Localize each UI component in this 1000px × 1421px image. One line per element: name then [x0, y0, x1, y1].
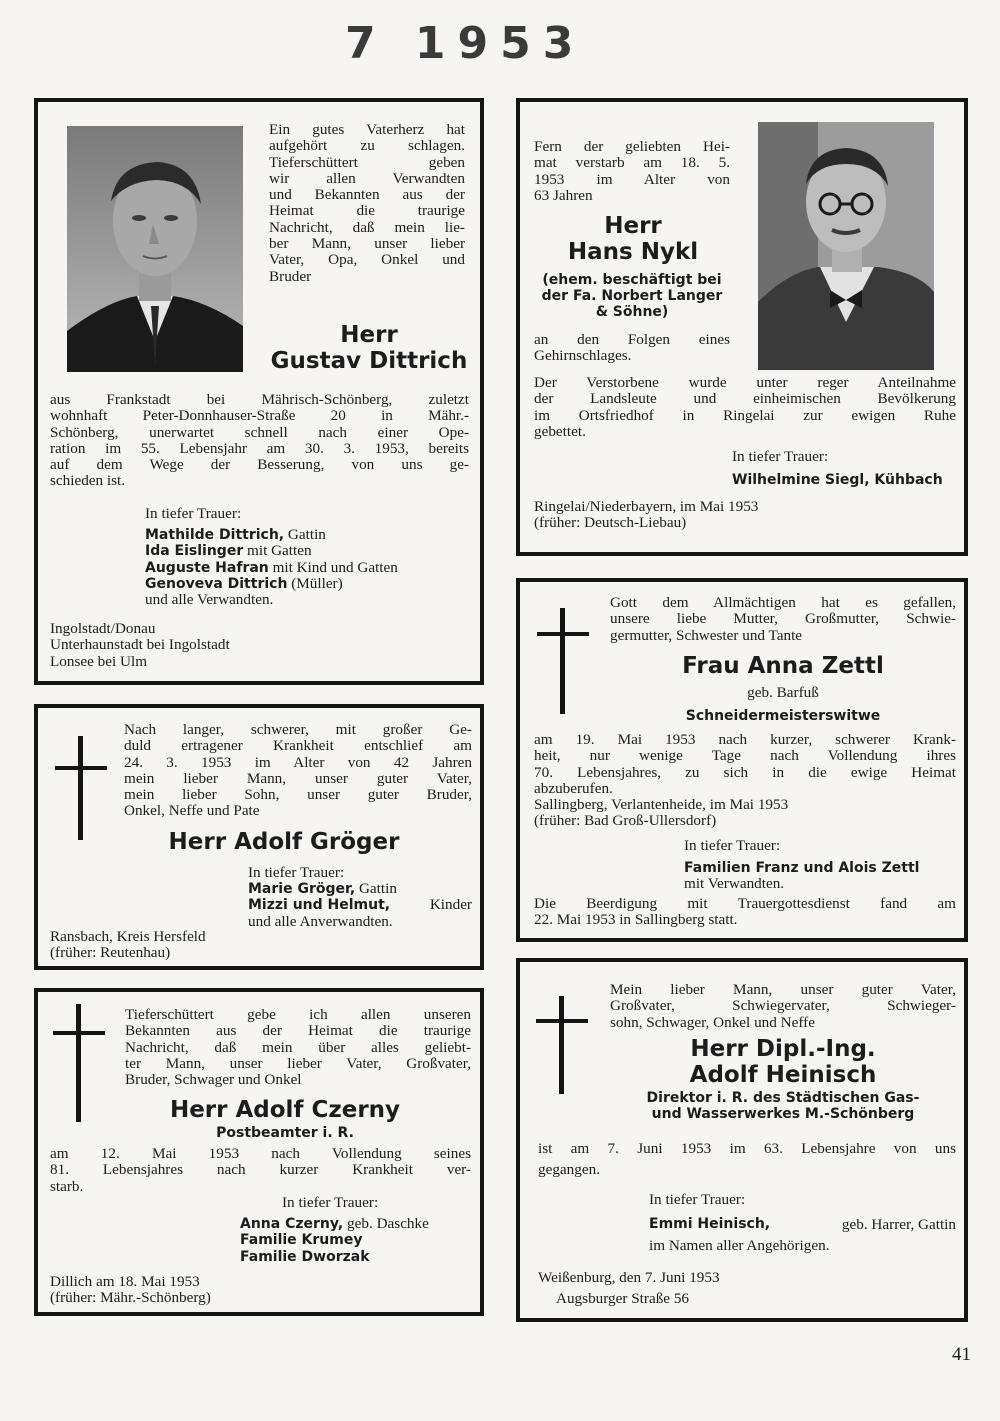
- deceased-name: Adolf Heinisch: [689, 1062, 877, 1088]
- notice-adolf-heinisch: [516, 958, 968, 1322]
- cross-icon-bar: [55, 766, 107, 770]
- employment-note: (ehem. beschäftigt bei der Fa. Norbert Langer & Söhne): [541, 272, 723, 320]
- notice-gustav-dittrich: [34, 98, 484, 685]
- places: Ringelai/Niederbayern, im Mai 1953 (früher: Deutsch-Liebau): [534, 498, 759, 532]
- deceased-name: Herr Adolf Gröger: [168, 829, 400, 855]
- cross-icon-bar: [537, 632, 589, 636]
- deceased-title: Herr Dipl.-Ing.: [690, 1036, 876, 1062]
- mourners-list: Familien Franz und Alois Zettl mit Verwandten.: [684, 860, 920, 892]
- intro-text: Mein lieber Mann, unser guter Vater, Großvater, Schwiegervater, Schwieger- sohn, Schwager, Onkel und Neffe: [610, 981, 956, 1031]
- title-herr: Herr: [604, 213, 662, 239]
- mourners-list: Emmi Heinisch, geb. Harrer, Gattin im Namen aller Angehörigen.: [649, 1216, 956, 1254]
- mourning-heading: In tiefer Trauer:: [684, 837, 781, 854]
- portrait-photo-gustav-dittrich: [67, 126, 243, 372]
- place-line: Sallingberg, Verlantenheide, im Mai 1953 (früher: Bad Groß-Ullersdorf): [534, 796, 789, 830]
- intro-text: Tieferschüttert gebe ich allen unseren Bekannten aus der Heimat die traurige Nachricht, daß mein über alles geliebt- ter Mann, unser lieber Vater, Großvater, Bruder, Schwager und Onkel: [125, 1006, 471, 1089]
- notice-adolf-groeger: [34, 704, 484, 970]
- mourning-heading: In tiefer Trauer:: [248, 864, 345, 881]
- page-number: 41: [952, 1344, 971, 1365]
- mourning-heading: In tiefer Trauer:: [145, 505, 242, 522]
- title-herr: Herr: [340, 322, 398, 348]
- notice-adolf-czerny: [34, 988, 484, 1316]
- mourners-list: Mathilde Dittrich, Gattin Ida Eislinger mit Gatten Auguste Hafran mit Kind und Gatten Genoveva Dittrich (Müller) und alle Verwandten.: [145, 526, 398, 609]
- mourner-name: Wilhelmine Siegl, Kühbach: [732, 472, 943, 488]
- body-text: ist am 7. Juni 1953 im 63. Lebensjahre von uns gegangen.: [538, 1140, 956, 1178]
- body-text: Der Verstorbene wurde unter reger Anteilnahme der Landsleute und einheimischen Bevölkerung im Ortsfriedhof in Ringelai zur ewigen Ruhe gebettet.: [534, 374, 956, 440]
- body-text: am 19. Mai 1953 nach kurzer, schwerer Krank- heit, nur wenige Tage nach Vollendung ihres 70. Lebensjahres, zu sich in die ewige Heimat abzuberufen.: [534, 731, 956, 797]
- occupation: Postbeamter i. R.: [216, 1125, 354, 1141]
- deceased-name: Gustav Dittrich: [270, 348, 468, 374]
- deceased-name: Hans Nykl: [567, 239, 699, 265]
- places: Ransbach, Kreis Hersfeld (früher: Reutenhau): [50, 928, 206, 962]
- intro-text: Gott dem Allmächtigen hat es gefallen, unsere liebe Mutter, Großmutter, Schwie- germutter, Schwester und Tante: [610, 594, 956, 644]
- notice-hans-nykl: [516, 98, 968, 556]
- cause-text: an den Folgen eines Gehirnschlages.: [534, 331, 730, 365]
- cross-icon-bar: [536, 1019, 588, 1023]
- cross-icon: [76, 1004, 81, 1122]
- places: Ingolstadt/Donau Unterhaunstadt bei Ingolstadt Lonsee bei Ulm: [50, 620, 230, 670]
- funeral-note: Die Beerdigung mit Trauergottesdienst fand am 22. Mai 1953 in Sallingberg statt.: [534, 895, 956, 929]
- deceased-name: Frau Anna Zettl: [682, 653, 884, 679]
- portrait-photo-hans-nykl: [758, 122, 934, 370]
- position: Direktor i. R. des Städtischen Gas- und Wasserwerkes M.-Schönberg: [646, 1090, 920, 1122]
- mourning-heading: In tiefer Trauer:: [732, 448, 829, 465]
- occupation: Schneidermeisterswitwe: [685, 708, 881, 724]
- mourners-list: Anna Czerny, geb. Daschke Familie Krumey Familie Dworzak: [240, 1215, 429, 1265]
- mourners-list: Marie Gröger, Gattin Mizzi und Helmut, Kinder und alle Anverwandten.: [248, 880, 472, 930]
- body-text: aus Frankstadt bei Mährisch-Schönberg, zuletzt wohnhaft Peter-Donnhauser-Straße 20 in Mähr.- Schönberg, unerwartet schnell nach einer Ope- ration im 55. Lebensjahr am 30. 3. 1953, bereits auf dem Wege der Besserung, von uns ge- schieden ist.: [50, 391, 469, 490]
- mourning-heading: In tiefer Trauer:: [282, 1194, 379, 1211]
- cross-icon: [560, 608, 565, 714]
- places: Dillich am 18. Mai 1953 (früher: Mähr.-Schönberg): [50, 1273, 211, 1307]
- mourning-heading: In tiefer Trauer:: [649, 1191, 746, 1208]
- cross-icon-bar: [53, 1031, 105, 1035]
- maiden-name: geb. Barfuß: [747, 684, 819, 701]
- body-text: am 12. Mai 1953 nach Vollendung seines 81. Lebensjahres nach kurzer Krankheit ver- starb.: [50, 1145, 471, 1195]
- deceased-name: Herr Adolf Czerny: [169, 1097, 401, 1123]
- notice-anna-zettl: [516, 578, 968, 942]
- intro-text: Nach langer, schwerer, mit großer Ge- duld ertragener Krankheit entschlief am 24. 3. 1953 im Alter von 42 Jahren mein lieber Mann, unser guter Vater, mein lieber Sohn, unser guter Bruder, Onkel, Neffe und Pate: [124, 721, 472, 820]
- intro-text: Ein gutes Vaterherz hat aufgehört zu schlagen. Tieferschüttert geben wir allen Verwandten und Bekannten aus der Heimat die traurige Nachricht, daß mein lie- ber Mann, unser lieber Vater, Opa, Onkel und Bruder: [269, 121, 465, 285]
- intro-text: Fern der geliebten Hei- mat verstarb am 18. 5. 1953 im Alter von 63 Jahren: [534, 138, 730, 204]
- places: Weißenburg, den 7. Juni 1953 Augsburger Straße 56: [538, 1269, 720, 1307]
- issue-header: 7 1953: [345, 18, 586, 69]
- cross-icon: [559, 996, 564, 1094]
- cross-icon: [78, 736, 83, 840]
